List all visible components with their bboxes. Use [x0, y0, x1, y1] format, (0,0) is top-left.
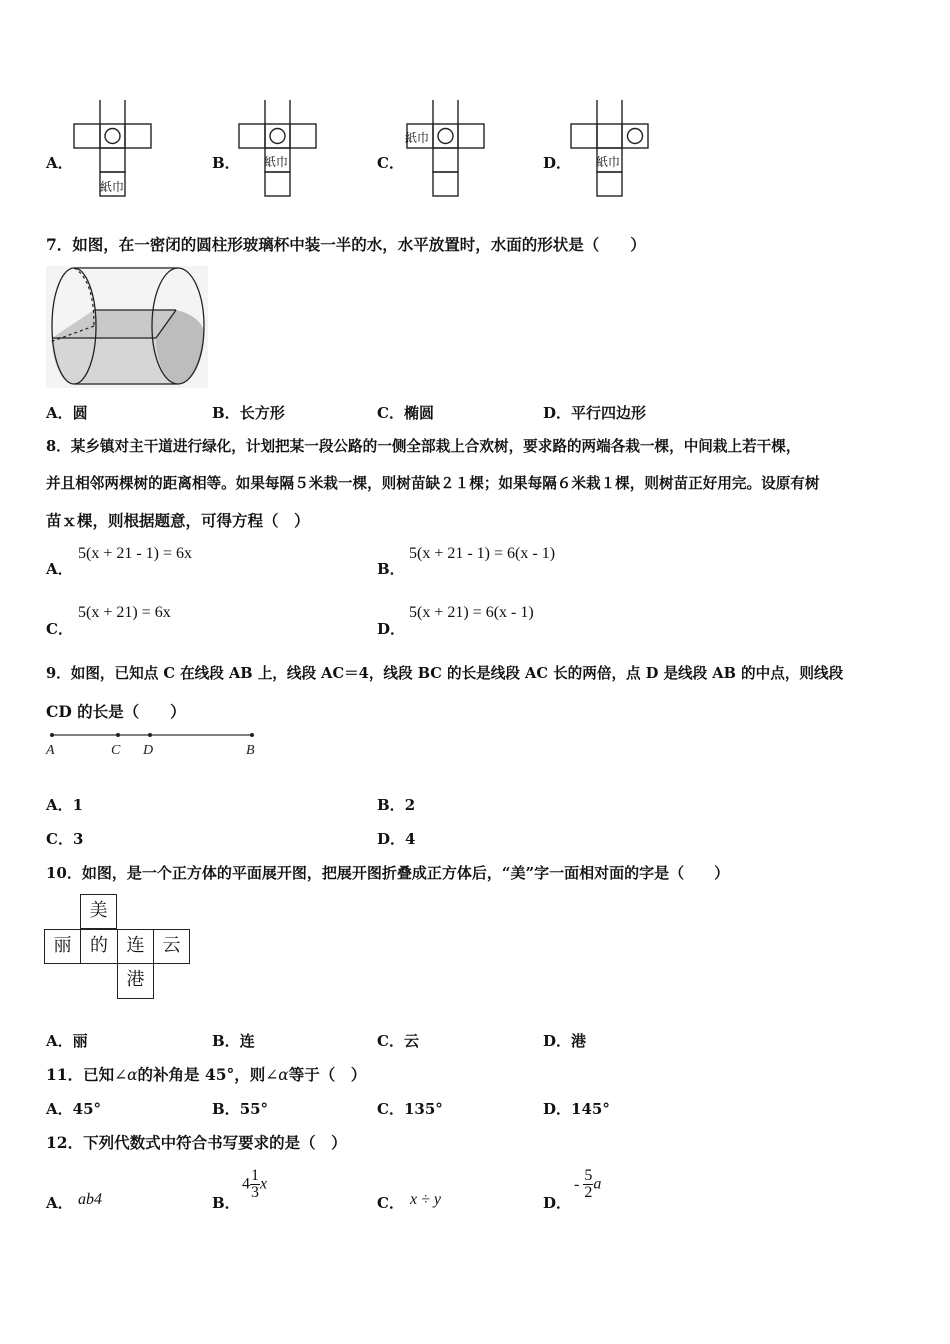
q12-option-a-label[interactable]: A．	[46, 1194, 73, 1212]
q12-option-d-expr: - $\frac{5}{2}$ a	[574, 1167, 602, 1201]
q10-option-d[interactable]: D．港	[543, 1032, 587, 1050]
q8-stem-line1: 8．某乡镇对主干道进行绿化，计划把某一段公路的一侧全部栽上合欢树，要求路的两端各栽一棵，中间栽上若干棵，	[46, 438, 801, 455]
q6-net-c-tag: 紙巾	[405, 131, 430, 145]
net-cell-1: 丽	[44, 929, 81, 964]
q9-option-c[interactable]: C．3	[46, 830, 84, 848]
q11-option-a[interactable]: A．45°	[46, 1100, 102, 1118]
q10-option-c[interactable]: C．云	[377, 1032, 419, 1050]
point-b-label: B	[246, 743, 255, 758]
net-cell-4: 云	[153, 929, 190, 964]
q12-option-a-expr: ab4	[78, 1191, 102, 1208]
q12-option-c-label[interactable]: C．	[377, 1194, 404, 1212]
q8-option-c-expr: 5(x + 21) = 6x	[78, 604, 171, 621]
q8-option-b-label[interactable]: B．	[377, 560, 405, 578]
point-d-mark	[148, 733, 152, 737]
q8-stem-line2: 并且相邻两棵树的距离相等。如果每隔５米栽一棵，则树苗缺２１棵；如果每隔６米栽１棵，则树苗正好用完。设原有树	[46, 475, 820, 492]
q11-option-d[interactable]: D．145°	[543, 1100, 610, 1118]
q7-option-b[interactable]: B．长方形	[212, 404, 285, 422]
q8-option-c-label[interactable]: C．	[46, 620, 73, 638]
point-a-mark	[50, 733, 54, 737]
q12-option-c-expr: x ÷ y	[410, 1191, 441, 1208]
point-c-label: C	[111, 743, 121, 758]
q7-option-c[interactable]: C．椭圆	[377, 404, 434, 422]
q6-net-d-tag: 紙巾	[596, 155, 621, 169]
point-c-mark	[116, 733, 120, 737]
q11-option-c[interactable]: C．135°	[377, 1100, 443, 1118]
point-a-label: A	[46, 743, 55, 758]
q9-option-a[interactable]: A．1	[46, 796, 84, 814]
q12-option-d-label[interactable]: D．	[543, 1194, 572, 1212]
q6-net-d	[569, 100, 651, 200]
q10-option-a[interactable]: A．丽	[46, 1032, 88, 1050]
q6-net-b-tag: 紙巾	[264, 155, 289, 169]
q10-stem: 10．如图，是一个正方体的平面展开图，把展开图折叠成正方体后，“美”字一面相对面的字是（ ）	[46, 864, 730, 882]
q8-stem-line3: 苗ｘ棵，则根据题意，可得方程（ ）	[46, 511, 310, 530]
q6-net-a-tag: 紙巾	[100, 180, 125, 194]
q8-option-b-expr: 5(x + 21 - 1) = 6(x - 1)	[409, 545, 556, 562]
point-b-mark	[250, 733, 254, 737]
q7-option-a[interactable]: A．圆	[46, 404, 88, 422]
q6-option-b[interactable]: B．	[212, 154, 240, 172]
q9-option-b[interactable]: B．2	[377, 796, 416, 814]
q9-stem-line1: 9．如图，已知点 C 在线段 AB 上，线段 AC＝4，线段 BC 的长是线段 AC 长的两倍，点 D 是线段 AB 的中点，则线段	[46, 665, 844, 682]
net-cell-2: 的	[80, 929, 118, 964]
q7-stem: 7．如图，在一密闭的圆柱形玻璃杯中装一半的水，水平放置时，水面的形状是（ ）	[46, 235, 646, 254]
point-d-label: D	[143, 743, 154, 758]
q8-option-d-expr: 5(x + 21) = 6(x - 1)	[409, 604, 534, 621]
q9-stem-line2: CD 的长是（ ）	[46, 702, 186, 721]
q11-stem: 11．已知∠α的补角是 45°，则∠α等于（ ）	[46, 1065, 367, 1084]
q9-option-d[interactable]: D．4	[377, 830, 416, 848]
q8-option-d-label[interactable]: D．	[377, 620, 406, 638]
q12-stem: 12．下列代数式中符合书写要求的是（ ）	[46, 1133, 347, 1152]
net-cell-bottom: 港	[117, 963, 154, 999]
q7-option-d[interactable]: D．平行四边形	[543, 404, 647, 422]
q12-option-b-expr: 4 $\frac{1}{3}$ x	[242, 1167, 268, 1201]
q6-option-d[interactable]: D．	[543, 154, 572, 172]
q10-option-b[interactable]: B．连	[212, 1032, 255, 1050]
q12-option-b-label[interactable]: B．	[212, 1194, 240, 1212]
q11-option-b[interactable]: B．55°	[212, 1100, 269, 1118]
q6-net-b	[237, 100, 319, 200]
q7-cylinder-figure	[46, 266, 208, 388]
q8-option-a-expr: 5(x + 21 - 1) = 6x	[78, 545, 193, 562]
q6-option-a[interactable]: A．	[46, 154, 73, 172]
net-cell-3: 连	[117, 929, 154, 964]
q6-option-c[interactable]: C．	[377, 154, 404, 172]
q9-segment-figure	[44, 728, 264, 760]
net-cell-top: 美	[80, 894, 117, 929]
q6-net-c	[403, 100, 487, 200]
q8-option-a-label[interactable]: A．	[46, 560, 73, 578]
